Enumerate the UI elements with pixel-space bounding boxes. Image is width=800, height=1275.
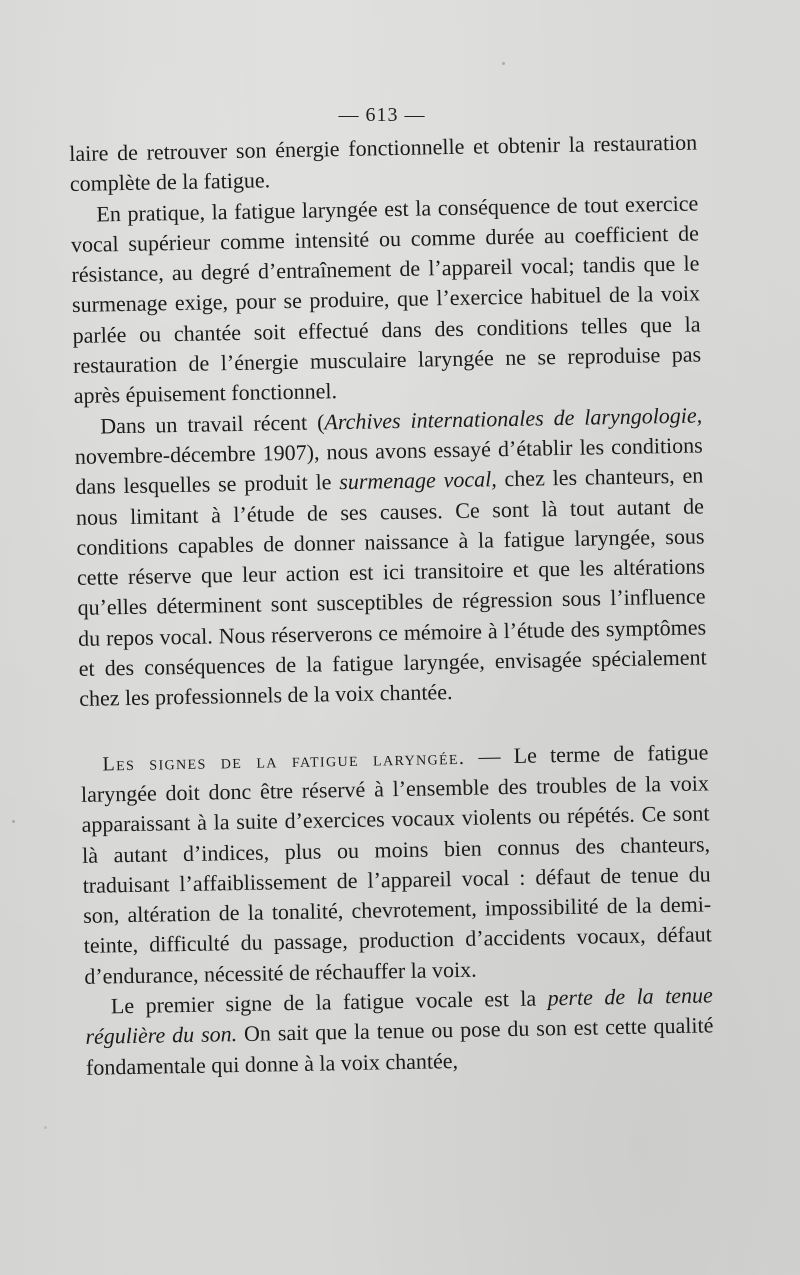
paragraph-5-text-a: Le premier signe de la fatigue vocale est la — [110, 985, 548, 1019]
emphasis-perte-tenue: perte de la tenue régulière du son. — [85, 982, 714, 1050]
paragraph-4 — [80, 737, 712, 992]
page-number: — 613 — — [338, 104, 426, 126]
paragraph-3-text-b: novembre-décembre 1907), nous avons essayé d’établir les conditions dans lesquelles se produit le — [74, 432, 703, 500]
paragraph-5 — [85, 980, 715, 1082]
paragraph-4-text: — Le terme de fatigue laryngée doit donc être réservé à l’ensemble des troubles de la voix apparaissant à la suite d’exercices vocaux violents ou répétés. Ce sont là autant d’indices, plus ou moins bien connus des chanteurs, traduisant l’affaiblissement de l’appareil vocal : défaut de tenue du son, altération de la tonalité, chevrotement, impossibilité de la demi-teinte, difficulté du passage, production d’accidents vocaux, défaut d’endurance, nécessité de réchauffer la voix. — [80, 739, 712, 989]
section-heading: Les signes de la fatigue laryngée. — [102, 746, 466, 776]
emphasis-surmenage-vocal: surmenage vocal, — [339, 466, 497, 495]
paragraph-2: En pratique, la fatigue laryngée est la conséquence de tout exercice vocal supérieur comme intensité ou comme durée au coefficient de résistance, au degré d’entraînement de l’appareil vocal; tandis que le surmenage exige, pour se produire, que l’exercice habituel de la voix parlée ou chantée soit effectué dans des conditions telles que la restauration de l’énergie musculaire laryngée ne se reproduise pas après épuisement fonctionnel. — [70, 190, 702, 409]
paragraph-3 — [74, 400, 707, 714]
journal-title: Archives internationales de laryngologie, — [324, 402, 703, 435]
paragraph-1: laire de retrouver son énergie fonctionnelle et obtenir la restauration complète de la fatigue. — [69, 129, 698, 197]
paper-speck — [502, 62, 505, 65]
body-text — [69, 127, 714, 1082]
paper-speck — [44, 1126, 47, 1129]
paragraph-3-text-c: chez les chanteurs, en nous limitant à l’étude de ses causes. Ce sont là tout autant de conditions capables de donner naissance à la fatigue laryngée, sous cette réserve que leur action est ici transitoire et que les altérations qu’elles déterminent sont susceptibles de régression sous l’influence du repos vocal. Nous réserverons ce mémoire à l’étude des symptômes et des conséquences de la fatigue laryngée, envisagée spécialement chez les professionnels de la voix chantée. — [75, 462, 707, 712]
paragraph-3-text-a: Dans un travail récent ( — [100, 409, 325, 439]
paper-speck — [12, 820, 15, 823]
paragraph-5-text-b: On sait que la tenue ou pose du son est cette qualité fondamentale qui donne à la voix chantée, — [85, 1012, 714, 1080]
